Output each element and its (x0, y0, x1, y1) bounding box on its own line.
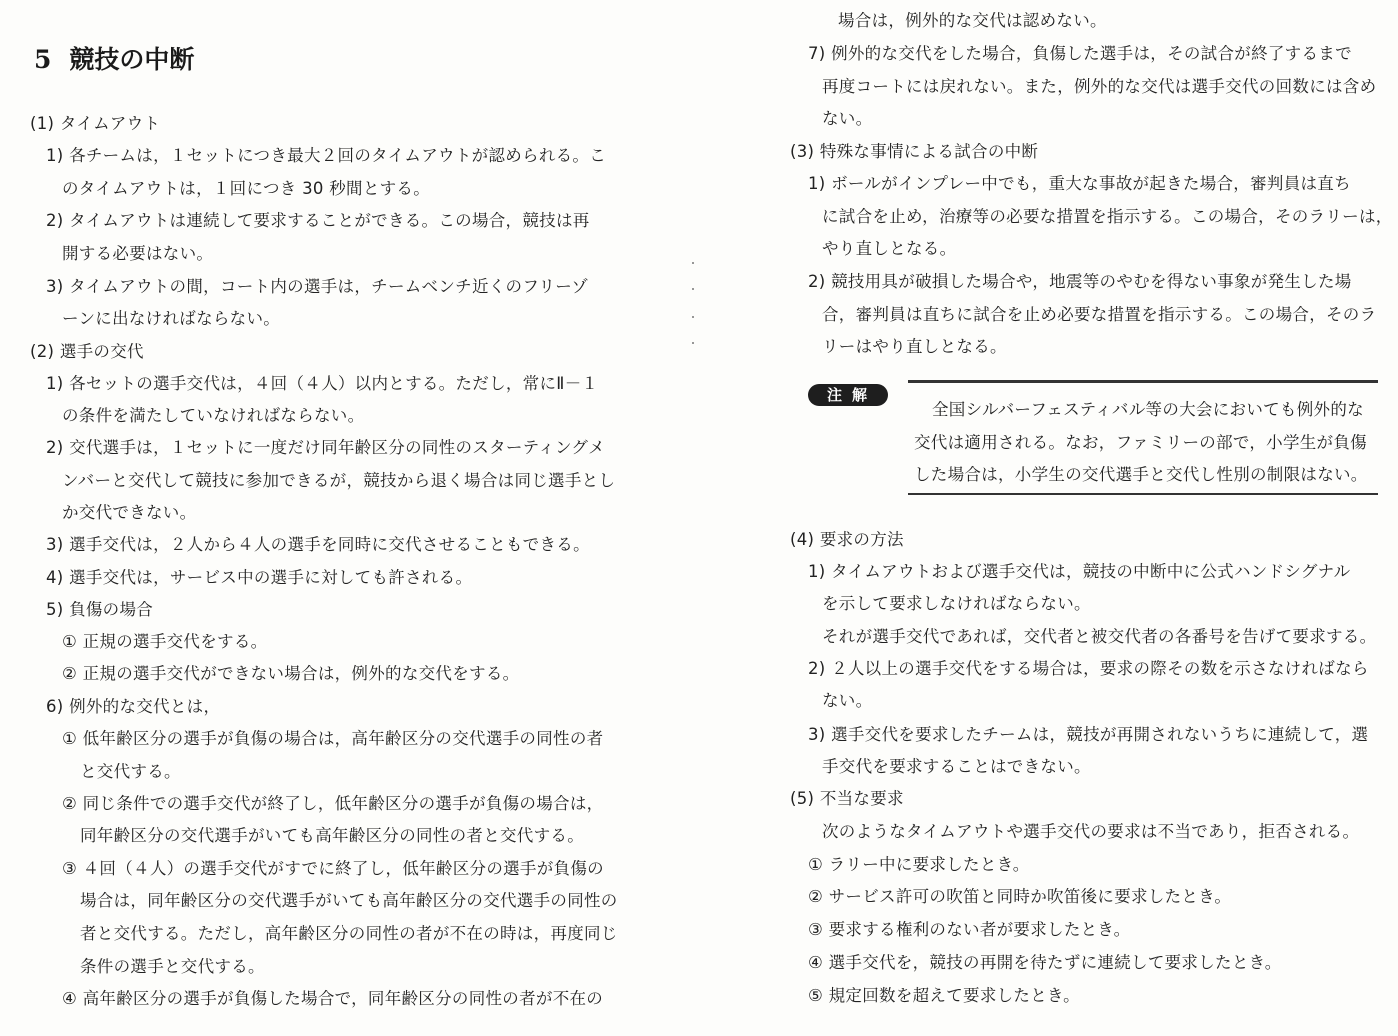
text-line-l18: ② 正規の選手交代ができない場合は，例外的な交代をする。 (62, 664, 520, 683)
text-line-r11: リーはやり直しとなる。 (822, 337, 1007, 356)
text-line-r24: ③ 要求する権利のない者が要求したとき。 (808, 920, 1131, 939)
text-line-l17: ① 正規の選手交代をする。 (62, 632, 268, 651)
text-line-r13: 1) タイムアウトおよび選手交代は，競技の中断中に公式ハンドシグナル (808, 562, 1351, 581)
text-line-l26: 者と交代する。ただし，高年齢区分の同性の者が不在の時は，再度同じ (80, 924, 618, 943)
section-title: 競技の中断 (69, 45, 195, 74)
scan-speck (692, 262, 694, 264)
text-line-n3: した場合は，小学生の交代選手と交代し性別の制限はない。 (914, 465, 1368, 484)
text-line-l2: 1) 各チームは，１セットにつき最大２回のタイムアウトが認められる。こ (46, 146, 607, 165)
text-line-l22: ② 同じ条件での選手交代が終了し，低年齢区分の選手が負傷の場合は， (62, 794, 604, 813)
text-line-n2: 交代は適用される。なお，ファミリーの部で，小学生が負傷 (914, 433, 1367, 452)
scan-speck (692, 342, 694, 344)
text-line-n1: 全国シルバーフェスティバル等の大会においても例外的な (932, 400, 1364, 419)
text-line-r3: 再度コートには戻れない。また，例外的な交代は選手交代の回数には含め (822, 77, 1377, 96)
text-line-r20: (5) 不当な要求 (790, 789, 904, 808)
text-line-r9: 2) 競技用具が破損した場合や，地震等のやむを得ない事象が発生した場 (808, 272, 1352, 291)
text-line-r15: それが選手交代であれば，交代者と被交代者の各番号を告げて要求する。 (822, 627, 1377, 646)
text-line-r7: に試合を止め，治療等の必要な措置を指示する。この場合，そのラリーは， (822, 207, 1393, 226)
text-line-l8: (2) 選手の交代 (30, 342, 144, 361)
text-line-r25: ④ 選手交代を，競技の再開を待たずに連続して要求したとき。 (808, 953, 1282, 972)
text-line-l15: 4) 選手交代は，サービス中の選手に対しても許される。 (46, 568, 473, 587)
text-line-r23: ② サービス許可の吹笛と同時か吹笛後に要求したとき。 (808, 887, 1232, 906)
text-line-l6: 3) タイムアウトの間，コート内の選手は，チームベンチ近くのフリーゾ (46, 277, 589, 296)
text-line-r4: ない。 (822, 109, 873, 128)
text-line-l16: 5) 負傷の場合 (46, 600, 154, 619)
text-line-l12: ンバーと交代して競技に参加できるが，競技から退く場合は同じ選手とし (62, 471, 616, 490)
section-number: 5 (34, 45, 52, 74)
text-line-r8: やり直しとなる。 (822, 239, 957, 258)
text-line-l9: 1) 各セットの選手交代は，４回（４人）以内とする。ただし，常にⅡ－１ (46, 374, 599, 393)
text-line-l27: 条件の選手と交代する。 (80, 957, 265, 976)
text-line-r22: ① ラリー中に要求したとき。 (808, 855, 1030, 874)
text-line-r26: ⑤ 規定回数を超えて要求したとき。 (808, 986, 1080, 1005)
text-line-l7: ーンに出なければならない。 (62, 309, 281, 328)
text-line-r21: 次のようなタイムアウトや選手交代の要求は不当であり，拒否される。 (822, 822, 1360, 841)
scan-speck (692, 288, 694, 290)
text-line-l1: (1) タイムアウト (30, 114, 161, 133)
note-top-rule (908, 380, 1378, 383)
text-line-l25: 場合は，同年齢区分の交代選手がいても高年齢区分の交代選手の同性の (80, 891, 618, 910)
text-line-r1: 場合は，例外的な交代は認めない。 (838, 11, 1107, 30)
note-bottom-rule (908, 493, 1378, 495)
text-line-r19: 手交代を要求することはできない。 (822, 757, 1091, 776)
text-line-l20: ① 低年齢区分の選手が負傷の場合は，高年齢区分の交代選手の同性の者 (62, 729, 604, 748)
text-line-l11: 2) 交代選手は，１セットに一度だけ同年齢区分の同性のスターティングメ (46, 438, 605, 457)
text-line-l5: 開する必要はない。 (62, 244, 214, 263)
note-label-badge: 注解 (808, 384, 888, 406)
text-line-l23: 同年齢区分の交代選手がいても高年齢区分の同性の者と交代する。 (80, 826, 584, 845)
text-line-l21: と交代する。 (80, 762, 181, 781)
text-line-r12: (4) 要求の方法 (790, 530, 904, 549)
text-line-l28: ④ 高年齢区分の選手が負傷した場合で，同年齢区分の同性の者が不在の (62, 989, 604, 1008)
text-line-r17: ない。 (822, 691, 873, 710)
text-line-r2: 7) 例外的な交代をした場合，負傷した選手は，その試合が終了するまで (808, 44, 1352, 63)
text-line-l4: 2) タイムアウトは連続して要求することができる。この場合，競技は再 (46, 211, 590, 230)
text-line-l3: のタイムアウトは，１回につき 30 秒間とする。 (62, 179, 431, 198)
text-line-r18: 3) 選手交代を要求したチームは，競技が再開されないうちに連続して，選 (808, 725, 1369, 744)
scan-speck (692, 316, 694, 318)
text-line-l19: 6) 例外的な交代とは， (46, 697, 221, 716)
text-line-l13: か交代できない。 (62, 503, 197, 522)
text-line-r5: (3) 特殊な事情による試合の中断 (790, 142, 1039, 161)
text-line-r14: を示して要求しなければならない。 (822, 594, 1091, 613)
text-line-l14: 3) 選手交代は，２人から４人の選手を同時に交代させることもできる。 (46, 535, 590, 554)
text-line-r6: 1) ボールがインプレー中でも，重大な事故が起きた場合，審判員は直ち (808, 174, 1351, 193)
text-line-l24: ③ ４回（４人）の選手交代がすでに終了し，低年齢区分の選手が負傷の (62, 859, 604, 878)
section-heading (34, 40, 194, 76)
text-line-r16: 2) ２人以上の選手交代をする場合は，要求の際その数を示さなければなら (808, 659, 1369, 678)
text-line-r10: 合，審判員は直ちに試合を止め必要な措置を指示する。この場合，そのラ (822, 305, 1377, 324)
text-line-l10: の条件を満たしていなければならない。 (62, 406, 365, 425)
